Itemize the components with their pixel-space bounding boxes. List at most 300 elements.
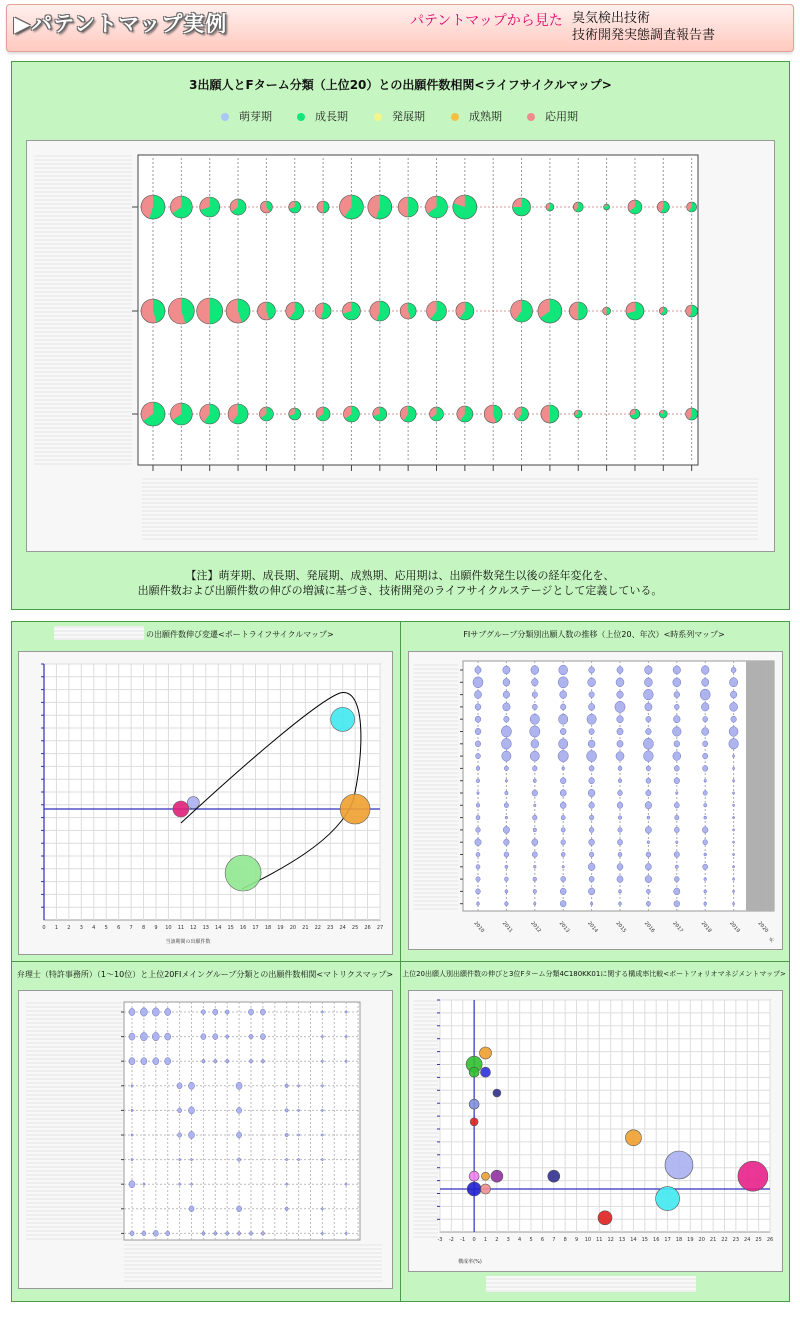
- matrix-bubble: [202, 1059, 205, 1063]
- lifecycle-bubble: [316, 407, 330, 421]
- time-bubble: [476, 877, 480, 882]
- masked-applicant-name: [54, 626, 144, 640]
- time-bubble: [561, 876, 566, 881]
- matrix-bubble: [285, 1133, 288, 1137]
- time-bubble: [562, 865, 564, 868]
- x-tick-label: 4: [518, 1237, 522, 1243]
- matrix-bubble: [321, 1011, 323, 1013]
- port-lifecycle-svg: [18, 651, 391, 953]
- time-bubble: [503, 826, 509, 833]
- matrix-bubble: [237, 1107, 242, 1113]
- lifecycle-bubble: [513, 198, 531, 216]
- time-bubble: [533, 815, 538, 820]
- time-bubble: [505, 816, 508, 819]
- matrix-bubble: [143, 1183, 145, 1185]
- x-tick-label: 16: [239, 925, 247, 931]
- matrix-bubble: [191, 1158, 193, 1160]
- time-bubble: [729, 739, 739, 750]
- time-bubble: [618, 816, 621, 820]
- matrix-bubble: [285, 1207, 288, 1211]
- time-bubble: [674, 803, 679, 809]
- time-bubble: [730, 691, 736, 698]
- matrix-bubble: [286, 1183, 288, 1185]
- time-bubble: [561, 840, 566, 845]
- x-tick-label: 21: [709, 1237, 717, 1243]
- x-tick-label: 8: [563, 1237, 567, 1243]
- time-bubble: [617, 667, 623, 674]
- matrix-bubble: [153, 1230, 158, 1236]
- time-bubble: [704, 804, 707, 807]
- time-bubble: [530, 751, 539, 761]
- x-tick-label: 10: [584, 1237, 592, 1243]
- time-bubble: [646, 766, 650, 771]
- time-bubble: [733, 878, 735, 880]
- portfolio-point: [738, 1161, 768, 1191]
- lifecycle-bubble: [515, 407, 529, 421]
- matrix-bubble: [321, 1208, 323, 1210]
- x-tick-label: 22: [314, 925, 321, 931]
- matrix-title: 弁理士（特許事務所）（1～10位）と上位20FIメイングループ分類との出願件数相関<マトリクスマップ>: [16, 970, 394, 979]
- x-tick-label: 14: [215, 925, 222, 931]
- x-tick-label: 15: [641, 1237, 649, 1243]
- time-bubble: [617, 728, 623, 735]
- time-bubble: [587, 751, 597, 762]
- x-tick-label: 17: [664, 1237, 671, 1243]
- portfolio-title: 上位20出願人別出願件数の伸びと3位Fターム分類4C180KK01に関する構成率比較<ポートフォリオマネジメントマップ>: [402, 970, 786, 978]
- lifecycle-bubble: [546, 203, 554, 211]
- matrix-bubble: [298, 1085, 300, 1087]
- x-tick-label: 23: [732, 1237, 740, 1243]
- time-bubble: [703, 753, 708, 759]
- matrix-bubble: [345, 1060, 347, 1062]
- matrix-bubble: [226, 1059, 229, 1063]
- time-bubble: [618, 766, 622, 770]
- time-bubble: [505, 902, 509, 906]
- time-bubble: [589, 778, 595, 784]
- forecast-band: [746, 661, 774, 911]
- time-bubble: [588, 888, 594, 895]
- lifecycle-bubble: [430, 407, 444, 421]
- portfolio-point: [491, 1170, 503, 1182]
- lifecycle-bubble: [289, 408, 301, 420]
- time-bubble: [703, 864, 708, 870]
- lifecycle-bubble: [339, 195, 363, 219]
- lifecycle-bubble: [315, 303, 331, 319]
- time-bubble: [733, 779, 735, 781]
- time-bubble: [589, 766, 594, 772]
- time-bubble: [674, 778, 680, 784]
- x-tick-label: 12: [607, 1237, 614, 1243]
- x-tick-label: 18: [264, 925, 272, 931]
- x-tick-label: 24: [744, 1237, 751, 1243]
- time-bubble: [532, 839, 538, 846]
- matrix-bubble: [189, 1206, 194, 1212]
- lifecycle-bubble: [342, 302, 360, 320]
- report-title-line1: 臭気検出技術: [572, 11, 651, 26]
- matrix-bubble: [226, 1232, 229, 1236]
- x-tick-label: -3: [437, 1237, 443, 1243]
- time-bubble: [674, 876, 679, 881]
- portfolio-point: [469, 1171, 479, 1181]
- time-bubble: [703, 716, 708, 721]
- time-bubble: [733, 792, 735, 794]
- lifecycle-bubble: [686, 408, 698, 420]
- x-tick-label: 14: [630, 1237, 637, 1243]
- x-tick-label: 21: [302, 925, 309, 931]
- time-bubble: [505, 779, 507, 782]
- time-bubble: [475, 667, 481, 674]
- matrix-bubble: [250, 1059, 253, 1063]
- time-bubble: [560, 802, 566, 808]
- matrix-bubble: [321, 1060, 323, 1062]
- portfolio-point: [469, 1099, 479, 1109]
- x-tick-label: 6: [540, 1237, 545, 1243]
- portfolio-point: [656, 1187, 680, 1211]
- lifecycle-bubble: [686, 305, 698, 317]
- x-tick-label: 25: [351, 925, 359, 931]
- lifecycle-bubble: [230, 199, 246, 215]
- matrix-bubble: [131, 1085, 133, 1087]
- masked-footnote: [486, 1276, 696, 1292]
- matrix-bubble: [189, 1131, 195, 1138]
- matrix-bubble: [152, 1008, 159, 1016]
- lifecycle-bubble: [511, 300, 533, 322]
- time-bubble: [502, 751, 511, 761]
- matrix-bubble: [285, 1084, 288, 1088]
- lifecycle-bubble: [659, 307, 667, 315]
- lifecycle-bubble: [569, 302, 587, 320]
- trajectory-point: [173, 801, 189, 817]
- lifecycle-bubble: [141, 299, 165, 323]
- time-bubble: [704, 902, 707, 905]
- x-tick-label: 22: [721, 1237, 728, 1243]
- time-bubble: [733, 866, 735, 868]
- x-tick-label: 5: [104, 925, 108, 931]
- page-title: ▶パテントマップ実例: [14, 12, 228, 36]
- matrix-bubble: [130, 1231, 134, 1236]
- x-tick-label: 2017: [671, 920, 685, 935]
- time-bubble: [560, 790, 566, 797]
- matrix-bubble: [261, 1059, 264, 1063]
- x-tick-label: 19: [277, 925, 284, 931]
- time-bubble: [646, 852, 651, 857]
- matrix-bubble: [321, 1232, 323, 1234]
- matrix-bubble: [179, 1158, 181, 1160]
- portfolio-point: [480, 1047, 492, 1059]
- matrix-bubble: [140, 1032, 147, 1040]
- time-bubble: [704, 779, 707, 782]
- lifecycle-bubble: [453, 195, 477, 219]
- lifecycle-bubble: [141, 402, 165, 426]
- time-bubble: [531, 739, 539, 748]
- time-bubble: [475, 839, 481, 846]
- matrix-bubble: [152, 1032, 159, 1040]
- portfolio-point: [470, 1118, 478, 1126]
- x-tick-label: 1: [54, 925, 59, 931]
- time-bubble: [477, 902, 480, 905]
- time-bubble: [590, 902, 593, 905]
- time-bubble: [533, 877, 537, 881]
- time-bubble: [617, 691, 624, 698]
- time-bubble: [617, 716, 624, 723]
- time-bubble: [733, 804, 735, 806]
- matrix-bubble: [165, 1008, 171, 1015]
- matrix-bubble: [201, 1010, 205, 1015]
- lifecycle-bubble: [200, 197, 220, 217]
- time-bubble: [700, 689, 710, 700]
- matrix-bubble: [142, 1231, 146, 1236]
- portfolio-point: [467, 1182, 481, 1196]
- lifecycle-bubble: [541, 405, 559, 423]
- matrix-bubble: [131, 1109, 133, 1111]
- matrix-bubble: [214, 1059, 217, 1063]
- time-bubble: [676, 792, 678, 795]
- x-tick-label: -2: [448, 1237, 454, 1243]
- time-bubble: [559, 665, 568, 675]
- time-bubble: [561, 704, 566, 710]
- x-tick-label: 26: [364, 925, 371, 931]
- lifecycle-bubble: [200, 404, 220, 424]
- time-bubble: [703, 741, 708, 747]
- time-bubble: [644, 751, 654, 762]
- time-bubble: [647, 841, 650, 844]
- time-bubble: [532, 852, 537, 858]
- header-subtitle: パテントマップから見た: [410, 13, 563, 29]
- lifecycle-bubble: [260, 201, 272, 213]
- time-bubble: [733, 853, 735, 855]
- legend-label: 成長期: [315, 110, 348, 123]
- note-line: 出願件数および出願件数の伸びの増減に基づき、技術開発のライフサイクルステージとして定義している。: [137, 584, 663, 597]
- x-axis-unit: 年: [769, 938, 775, 944]
- lifecycle-bubble: [456, 302, 474, 320]
- time-bubble: [476, 852, 480, 856]
- x-axis-label: 構成率(%): [458, 1259, 482, 1265]
- x-tick-label: 9: [574, 1237, 579, 1243]
- x-tick-label: 2020: [756, 920, 770, 935]
- time-bubble: [673, 752, 681, 761]
- time-bubble: [475, 728, 481, 734]
- lifecycle-bubble: [370, 301, 390, 321]
- x-tick-label: 20: [698, 1237, 705, 1243]
- lifecycle-bubble: [226, 299, 250, 323]
- time-bubble: [647, 889, 651, 893]
- time-bubble: [531, 666, 539, 675]
- x-tick-label: 3: [506, 1237, 510, 1243]
- time-bubble: [533, 779, 536, 783]
- matrix-bubble: [214, 1232, 217, 1236]
- matrix-bubble: [165, 1033, 171, 1040]
- time-bubble: [617, 864, 623, 871]
- time-bubble: [673, 727, 682, 736]
- matrix-bubble: [298, 1134, 300, 1136]
- time-bubble: [589, 852, 594, 857]
- time-bubble: [476, 827, 481, 832]
- x-tick-label: 17: [252, 925, 259, 931]
- matrix-bubble: [321, 1158, 323, 1160]
- trajectory-point: [340, 794, 370, 824]
- time-bubble: [532, 704, 537, 709]
- x-tick-label: 0: [42, 925, 46, 931]
- time-bubble: [733, 902, 735, 904]
- x-tick-label: 12: [190, 925, 197, 931]
- matrix-bubble: [238, 1232, 241, 1236]
- time-bubble: [731, 667, 736, 672]
- time-bubble: [588, 740, 595, 748]
- time-bubble: [733, 829, 735, 831]
- time-bubble: [504, 852, 509, 857]
- time-bubble: [645, 703, 652, 711]
- time-bubble: [501, 726, 511, 737]
- time-bubble: [617, 839, 622, 845]
- time-bubble: [476, 779, 479, 783]
- time-bubble: [673, 666, 680, 674]
- time-bubble: [701, 666, 709, 674]
- time-bubble: [561, 815, 565, 820]
- trajectory-point: [225, 855, 261, 891]
- time-bubble: [530, 714, 539, 724]
- time-bubble: [615, 701, 625, 712]
- time-bubble: [501, 738, 511, 749]
- time-bubble: [588, 863, 595, 870]
- matrix-bubble: [249, 1034, 253, 1039]
- lifecycle-bubble: [427, 301, 447, 321]
- time-bubble: [560, 691, 567, 699]
- lifecycle-bubble: [573, 202, 583, 212]
- time-bubble: [561, 828, 565, 833]
- portfolio-point: [598, 1211, 612, 1225]
- matrix-bubble: [201, 1034, 206, 1040]
- x-tick-label: 2: [67, 925, 71, 931]
- x-tick-label: 5: [529, 1237, 533, 1243]
- lifecycle-bubble: [484, 405, 502, 423]
- time-bubble: [673, 716, 680, 723]
- port-lifecycle-title: の出願件数伸び変遷<ポートライフサイクルマップ>: [146, 630, 334, 639]
- time-bubble: [645, 863, 651, 870]
- time-bubble: [617, 802, 623, 808]
- x-tick-label: 4: [92, 925, 96, 931]
- matrix-bubble: [225, 1010, 229, 1014]
- portfolio-point: [625, 1130, 641, 1146]
- lifecycle-bubble: [538, 299, 562, 323]
- time-bubble: [588, 703, 594, 710]
- lifecycle-bubble: [257, 302, 275, 320]
- time-bubble: [505, 865, 508, 868]
- time-bubble: [733, 890, 735, 892]
- time-bubble: [505, 791, 508, 795]
- x-tick-label: 15: [227, 925, 234, 931]
- time-bubble: [589, 839, 595, 845]
- time-bubble: [504, 716, 509, 722]
- lifecycle-bubble: [168, 298, 194, 324]
- time-bubble: [531, 679, 538, 686]
- lifecycle-bubble: [687, 202, 697, 212]
- matrix-bubble: [129, 1058, 135, 1065]
- time-bubble: [674, 827, 679, 832]
- time-bubble: [534, 902, 537, 905]
- lifecycle-chart-svg: [0, 0, 800, 610]
- time-bubble: [675, 865, 678, 869]
- time-bubble: [475, 704, 481, 710]
- lifecycle-bubble: [368, 195, 392, 219]
- x-tick-label: 2: [495, 1237, 499, 1243]
- time-bubble: [560, 728, 566, 734]
- time-bubble: [701, 703, 709, 711]
- x-tick-label: 24: [339, 925, 346, 931]
- time-bubble: [558, 750, 568, 761]
- time-bubble: [675, 815, 679, 820]
- time-bubble: [729, 727, 738, 737]
- time-bubble: [561, 852, 565, 856]
- lifecycle-map-title: 3出願人とFターム分類（上位20）との出願件数相関<ライフサイクルマップ>: [189, 78, 612, 92]
- x-tick-label: 0: [472, 1237, 476, 1243]
- matrix-bubble: [238, 1158, 241, 1162]
- time-bubble: [503, 679, 510, 687]
- x-tick-label: 2011: [500, 920, 514, 935]
- time-bubble: [618, 852, 622, 856]
- matrix-bubble: [226, 1035, 229, 1039]
- matrix-bubble: [321, 1109, 323, 1111]
- time-bubble: [533, 865, 536, 868]
- trajectory-point: [331, 707, 355, 731]
- matrix-bubble: [213, 1034, 218, 1040]
- time-bubble: [505, 890, 508, 893]
- x-tick-label: 19: [687, 1237, 694, 1243]
- time-bubble: [558, 677, 568, 688]
- matrix-bubble: [345, 1232, 347, 1234]
- time-bubble: [589, 827, 594, 832]
- matrix-bubble: [213, 1009, 218, 1015]
- time-bubble: [589, 815, 593, 820]
- matrix-bubble: [202, 1232, 205, 1236]
- time-bubble: [703, 840, 708, 845]
- portfolio-point: [548, 1170, 560, 1182]
- matrix-bubble: [131, 1158, 133, 1160]
- legend-label: 発展期: [392, 110, 425, 123]
- time-bubble: [733, 767, 735, 769]
- time-bubble: [733, 755, 735, 757]
- lifecycle-bubble: [400, 303, 416, 319]
- matrix-bubble: [298, 1158, 300, 1160]
- time-bubble: [616, 678, 624, 687]
- lifecycle-bubble: [197, 298, 223, 324]
- time-bubble: [703, 765, 708, 771]
- x-tick-label: 6: [117, 925, 121, 931]
- matrix-bubble: [321, 1035, 323, 1037]
- x-tick-label: 23: [327, 925, 334, 931]
- legend-label: 萌芽期: [239, 110, 272, 123]
- timeseries-svg: [408, 651, 781, 948]
- time-bubble: [504, 803, 508, 808]
- matrix-bubble: [237, 1132, 242, 1138]
- x-tick-label: 7: [129, 925, 133, 931]
- time-bubble: [534, 804, 536, 807]
- x-tick-label: 27: [376, 925, 384, 931]
- time-bubble: [704, 816, 707, 819]
- time-bubble: [646, 790, 651, 796]
- time-bubble: [588, 678, 596, 687]
- time-bubble: [532, 766, 537, 771]
- x-tick-label: 2015: [614, 920, 628, 935]
- portfolio-svg: [408, 990, 781, 1270]
- time-bubble: [476, 803, 480, 807]
- time-bubble: [618, 828, 622, 833]
- x-tick-label: 2010: [472, 920, 486, 935]
- report-title-line2: 技術開発実態調査報告書: [572, 28, 716, 43]
- matrix-bubble: [129, 1181, 135, 1188]
- x-tick-label: 13: [202, 925, 209, 931]
- lifecycle-bubble: [286, 302, 304, 320]
- lifecycle-bubble: [289, 201, 301, 213]
